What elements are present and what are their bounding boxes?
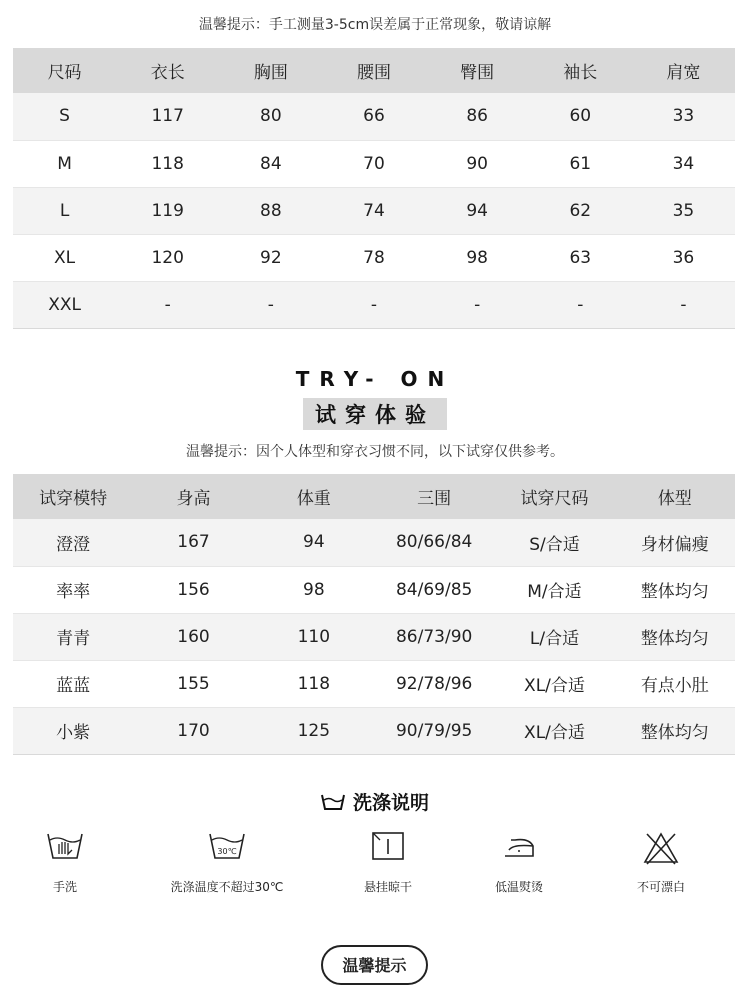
wash-label-hand-wash: 手洗 bbox=[52, 880, 77, 894]
tryon-cell: 170 bbox=[133, 707, 253, 754]
tryon-cell: XL/合适 bbox=[494, 707, 614, 754]
tryon-header-cell: 身高 bbox=[133, 474, 253, 519]
tryon-title-cn: 试穿体验 bbox=[303, 398, 447, 430]
tryon-cell: 有点小肚 bbox=[615, 660, 735, 707]
tryon-cell: 84/69/85 bbox=[374, 566, 494, 613]
size-cell: 90 bbox=[426, 140, 529, 187]
size-cell: 117 bbox=[116, 93, 219, 140]
size-cell: - bbox=[632, 281, 735, 328]
size-cell: - bbox=[426, 281, 529, 328]
no-bleach-icon bbox=[641, 830, 681, 866]
size-cell: L bbox=[13, 187, 116, 234]
size-cell: 98 bbox=[426, 234, 529, 281]
tryon-header-cell: 体型 bbox=[615, 474, 735, 519]
size-table-header bbox=[13, 48, 735, 93]
size-table bbox=[13, 48, 735, 329]
tryon-notice: 温馨提示：因个人体型和穿衣习惯不同，以下试穿仅供参考。 bbox=[186, 444, 564, 460]
table-row bbox=[13, 660, 735, 707]
size-cell: S bbox=[13, 93, 116, 140]
table-row bbox=[13, 140, 735, 187]
tryon-cell: 整体均匀 bbox=[615, 566, 735, 613]
low-iron-icon bbox=[499, 830, 539, 862]
size-cell: 66 bbox=[322, 93, 425, 140]
table-row bbox=[13, 281, 735, 328]
size-cell: 94 bbox=[426, 187, 529, 234]
tryon-cell: 身材偏瘦 bbox=[615, 519, 735, 566]
wash-label-low-iron: 低温熨烫 bbox=[494, 880, 543, 894]
size-cell: XL bbox=[13, 234, 116, 281]
wash-temperature-text: 30℃ bbox=[217, 847, 237, 856]
table-row bbox=[13, 187, 735, 234]
wash-title-label: 洗涤说明 bbox=[352, 792, 429, 814]
size-cell: 120 bbox=[116, 234, 219, 281]
tryon-cell: 率率 bbox=[13, 566, 133, 613]
tryon-cell: 160 bbox=[133, 613, 253, 660]
wash-label-temperature: 洗涤温度不超过30℃ bbox=[170, 880, 284, 894]
tryon-cell: 86/73/90 bbox=[374, 613, 494, 660]
size-header-cell: 衣长 bbox=[116, 48, 219, 93]
hang-dry-icon bbox=[368, 830, 408, 862]
tryon-cell: 80/66/84 bbox=[374, 519, 494, 566]
size-cell: 118 bbox=[116, 140, 219, 187]
size-cell: 74 bbox=[322, 187, 425, 234]
table-row bbox=[13, 234, 735, 281]
size-cell: - bbox=[322, 281, 425, 328]
size-cell: 86 bbox=[426, 93, 529, 140]
wash-item-low-iron bbox=[444, 830, 594, 895]
tryon-table bbox=[13, 474, 735, 755]
size-cell: 70 bbox=[322, 140, 425, 187]
tryon-cell: 125 bbox=[254, 707, 374, 754]
tryon-cell: 90/79/95 bbox=[374, 707, 494, 754]
size-cell: 61 bbox=[529, 140, 632, 187]
tryon-cell: 98 bbox=[254, 566, 374, 613]
wash-title bbox=[0, 788, 750, 815]
measurement-notice: 温馨提示：手工测量3-5cm误差属于正常现象，敬请谅解 bbox=[198, 17, 552, 33]
tryon-table-header bbox=[13, 474, 735, 519]
tryon-cell: 110 bbox=[254, 613, 374, 660]
wash-basin-icon bbox=[321, 793, 345, 811]
tryon-cell: 155 bbox=[133, 660, 253, 707]
size-cell: 63 bbox=[529, 234, 632, 281]
table-row bbox=[13, 93, 735, 140]
tryon-cell: 蓝蓝 bbox=[13, 660, 133, 707]
size-cell: 78 bbox=[322, 234, 425, 281]
tryon-header-cell: 三围 bbox=[374, 474, 494, 519]
size-header-cell: 袖长 bbox=[529, 48, 632, 93]
wash-temperature-icon bbox=[207, 830, 247, 862]
tryon-cell: 156 bbox=[133, 566, 253, 613]
tryon-cell: 167 bbox=[133, 519, 253, 566]
size-table-body bbox=[13, 93, 735, 328]
tryon-table-body bbox=[13, 519, 735, 754]
size-cell: 34 bbox=[632, 140, 735, 187]
tryon-cell: XL/合适 bbox=[494, 660, 614, 707]
tryon-cell: 整体均匀 bbox=[615, 707, 735, 754]
size-cell: XXL bbox=[13, 281, 116, 328]
size-header-cell: 臀围 bbox=[426, 48, 529, 93]
size-cell: 60 bbox=[529, 93, 632, 140]
size-header-cell: 胸围 bbox=[219, 48, 322, 93]
tryon-cell: S/合适 bbox=[494, 519, 614, 566]
size-cell: 33 bbox=[632, 93, 735, 140]
size-cell: - bbox=[219, 281, 322, 328]
size-cell: 84 bbox=[219, 140, 322, 187]
size-cell: - bbox=[529, 281, 632, 328]
table-row bbox=[13, 519, 735, 566]
hand-wash-icon bbox=[45, 830, 85, 862]
wash-label-no-bleach: 不可漂白 bbox=[636, 880, 685, 894]
size-cell: 119 bbox=[116, 187, 219, 234]
size-header-cell: 肩宽 bbox=[632, 48, 735, 93]
tryon-cell: 118 bbox=[254, 660, 374, 707]
table-row bbox=[13, 613, 735, 660]
tryon-cell: 整体均匀 bbox=[615, 613, 735, 660]
table-row bbox=[13, 566, 735, 613]
size-cell: 35 bbox=[632, 187, 735, 234]
tryon-cell: 94 bbox=[254, 519, 374, 566]
size-cell: 62 bbox=[529, 187, 632, 234]
size-cell: 88 bbox=[219, 187, 322, 234]
tryon-cell: L/合适 bbox=[494, 613, 614, 660]
wash-item-hand-wash bbox=[0, 830, 140, 895]
wash-label-hang-dry: 悬挂晾干 bbox=[363, 880, 412, 894]
tryon-header-cell: 体重 bbox=[254, 474, 374, 519]
size-cell: 92 bbox=[219, 234, 322, 281]
size-cell: 80 bbox=[219, 93, 322, 140]
tryon-header-cell: 试穿尺码 bbox=[494, 474, 614, 519]
wash-item-no-bleach bbox=[586, 830, 736, 895]
size-cell: - bbox=[116, 281, 219, 328]
tryon-cell: 青青 bbox=[13, 613, 133, 660]
tryon-header-cell: 试穿模特 bbox=[13, 474, 133, 519]
wash-instructions bbox=[0, 830, 750, 910]
tryon-title-en: TRY- ON bbox=[295, 367, 455, 391]
tryon-cell: M/合适 bbox=[494, 566, 614, 613]
size-header-cell: 腰围 bbox=[322, 48, 425, 93]
bottom-notice-badge: 温馨提示 bbox=[321, 945, 428, 985]
tryon-cell: 92/78/96 bbox=[374, 660, 494, 707]
size-cell: 36 bbox=[632, 234, 735, 281]
tryon-cell: 小紫 bbox=[13, 707, 133, 754]
wash-item-temperature bbox=[152, 830, 302, 895]
size-header-cell: 尺码 bbox=[13, 48, 116, 93]
table-row bbox=[13, 707, 735, 754]
tryon-cell: 澄澄 bbox=[13, 519, 133, 566]
size-cell: M bbox=[13, 140, 116, 187]
wash-item-hang-dry bbox=[313, 830, 463, 895]
